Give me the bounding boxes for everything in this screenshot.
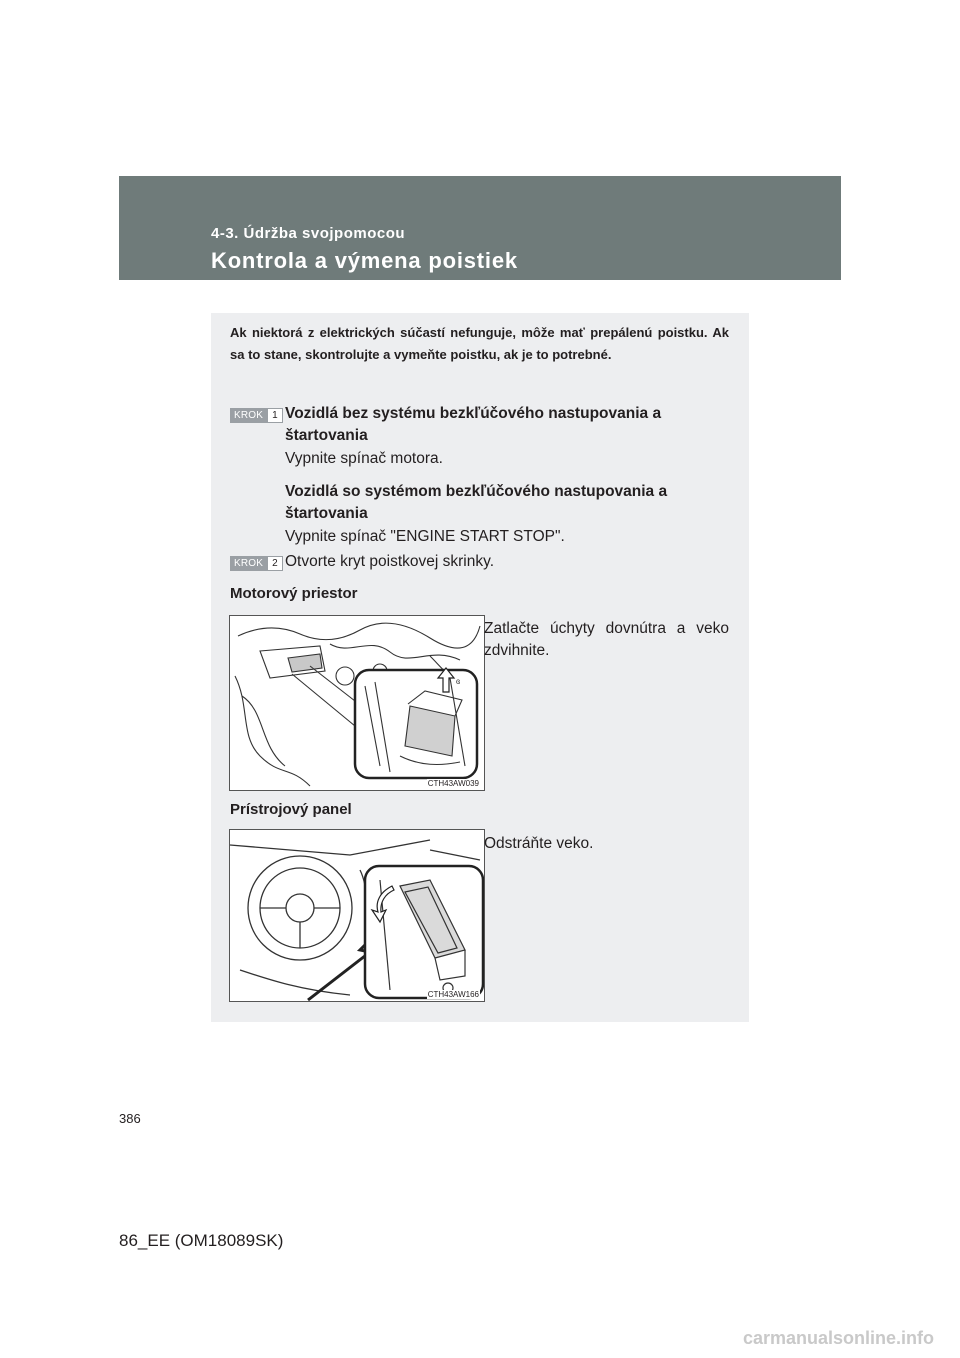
step-1-badge bbox=[230, 408, 283, 423]
engine-compartment-illustration bbox=[229, 615, 485, 791]
manual-code: 86_EE (OM18089SK) bbox=[119, 1231, 284, 1250]
intro-text: Ak niektorá z elektrických súčastí nefunguje, môže mať prepálenú poistku. Ak sa to stane, skontrolujte a vymeňte poistku, ak je to potrebné. bbox=[230, 325, 729, 362]
step-badge-number: 2 bbox=[267, 556, 283, 571]
watermark: carmanualsonline.info bbox=[742, 1328, 934, 1348]
step-1-text-a: Vypnite spínač motora. bbox=[285, 450, 443, 467]
figure-code: CTH43AW166 bbox=[427, 990, 479, 999]
engine-compartment-instruction: Zatlačte úchyty dovnútra a veko zdvihnite. bbox=[484, 620, 729, 659]
instrument-panel-illustration bbox=[229, 829, 485, 1002]
step-1-heading-a: Vozidlá bez systému bezkľúčového nastupovania a štartovania bbox=[285, 405, 662, 444]
step-1-heading-b: Vozidlá so systémom bezkľúčového nastupovania a štartovania bbox=[285, 483, 668, 522]
page-number: 386 bbox=[119, 1111, 141, 1126]
svg-text:ɞ: ɞ bbox=[456, 677, 461, 686]
step-2-badge bbox=[230, 556, 283, 571]
page-title: Kontrola a výmena poistiek bbox=[211, 248, 518, 273]
subhead-instrument-panel: Prístrojový panel bbox=[230, 801, 352, 818]
step-2-text: Otvorte kryt poistkovej skrinky. bbox=[285, 553, 495, 570]
step-1-text-b: Vypnite spínač "ENGINE START STOP". bbox=[285, 528, 565, 545]
instrument-panel-instruction: Odstráňte veko. bbox=[484, 835, 594, 852]
content-box bbox=[211, 313, 749, 1022]
section-header bbox=[119, 176, 841, 280]
step-badge-number: 1 bbox=[267, 408, 283, 423]
figure-code: CTH43AW039 bbox=[427, 779, 479, 788]
section-label: 4-3. Údržba svojpomocou bbox=[211, 225, 406, 242]
subhead-engine-compartment: Motorový priestor bbox=[230, 585, 358, 602]
step-badge-label: KROK bbox=[230, 556, 267, 571]
step-badge-label: KROK bbox=[230, 408, 267, 423]
